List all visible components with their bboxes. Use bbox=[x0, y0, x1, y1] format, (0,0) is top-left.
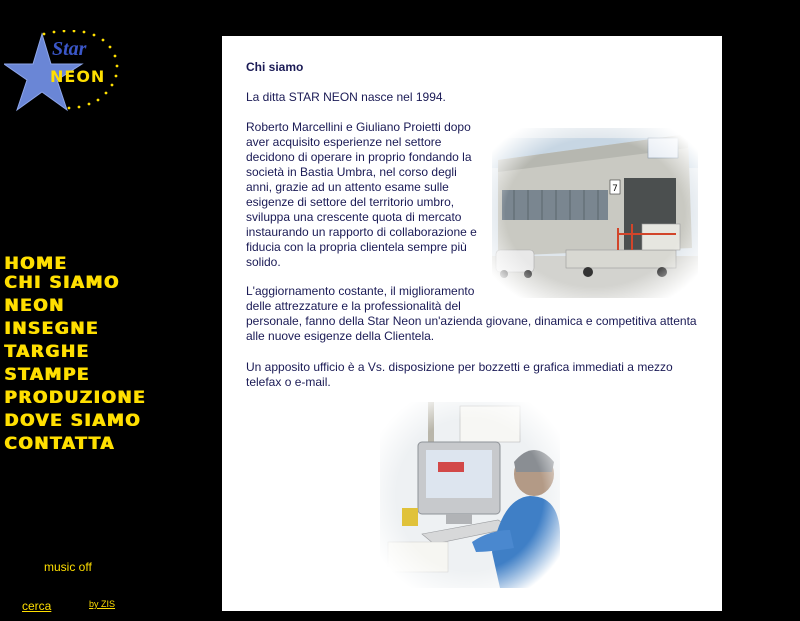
nav-item-stampe[interactable]: STAMPE bbox=[4, 365, 90, 385]
building-photo bbox=[492, 128, 698, 298]
nav-item-home[interactable]: HOME bbox=[4, 254, 68, 274]
music-toggle-link[interactable]: music off bbox=[44, 560, 92, 574]
nav-item-contatta[interactable]: CONTATTA bbox=[4, 434, 115, 454]
quality-paragraph-part2: personale, fanno della Star Neon un'azienda giovane, dinamica e competitiva attenta alle nuove esigenze della Clientela. bbox=[246, 314, 697, 343]
page-title: Chi siamo bbox=[246, 60, 304, 74]
main-nav bbox=[4, 254, 154, 456]
history-paragraph: Roberto Marcellini e Giuliano Proietti dopo aver acquisito esperienze nel settore decidono di operare in proprio fondando la società in Bastia Umbra, nel corso degli anni, grazie ad un attento esame sulle esigenze di settore del territorio umbro, sviluppa una crescente quota di mercato instaurando un rapporto di collaborazione e fiducia con la propria clientela sempre più solido. bbox=[246, 120, 477, 269]
office-paragraph: Un apposito ufficio è a Vs. disposizione per bozzetti e grafica immediati a mezzo telefax o e-mail. bbox=[246, 360, 673, 389]
logo-neon-text: NEON bbox=[50, 67, 106, 86]
quality-paragraph-part1: L'aggiornamento costante, il miglioramento delle attrezzature e la professionalità del bbox=[246, 284, 475, 313]
content-panel bbox=[222, 36, 722, 611]
office-photo bbox=[380, 402, 560, 588]
nav-item-targhe[interactable]: TARGHE bbox=[4, 342, 90, 362]
logo-star-text: Star bbox=[52, 38, 87, 60]
intro-paragraph: La ditta STAR NEON nasce nel 1994. bbox=[246, 90, 446, 104]
search-link[interactable]: cerca bbox=[22, 599, 52, 613]
quality-paragraph bbox=[246, 284, 706, 344]
nav-item-insegne[interactable]: INSEGNE bbox=[4, 319, 99, 339]
credit-link[interactable]: by ZIS bbox=[89, 599, 116, 609]
nav-item-produzione[interactable]: PRODUZIONE bbox=[4, 388, 146, 408]
nav-item-chi-siamo[interactable]: CHI SIAMO bbox=[4, 273, 120, 293]
nav-item-neon[interactable]: NEON bbox=[4, 296, 65, 316]
logo[interactable] bbox=[4, 30, 122, 112]
nav-item-dove-siamo[interactable]: DOVE SIAMO bbox=[4, 411, 141, 431]
